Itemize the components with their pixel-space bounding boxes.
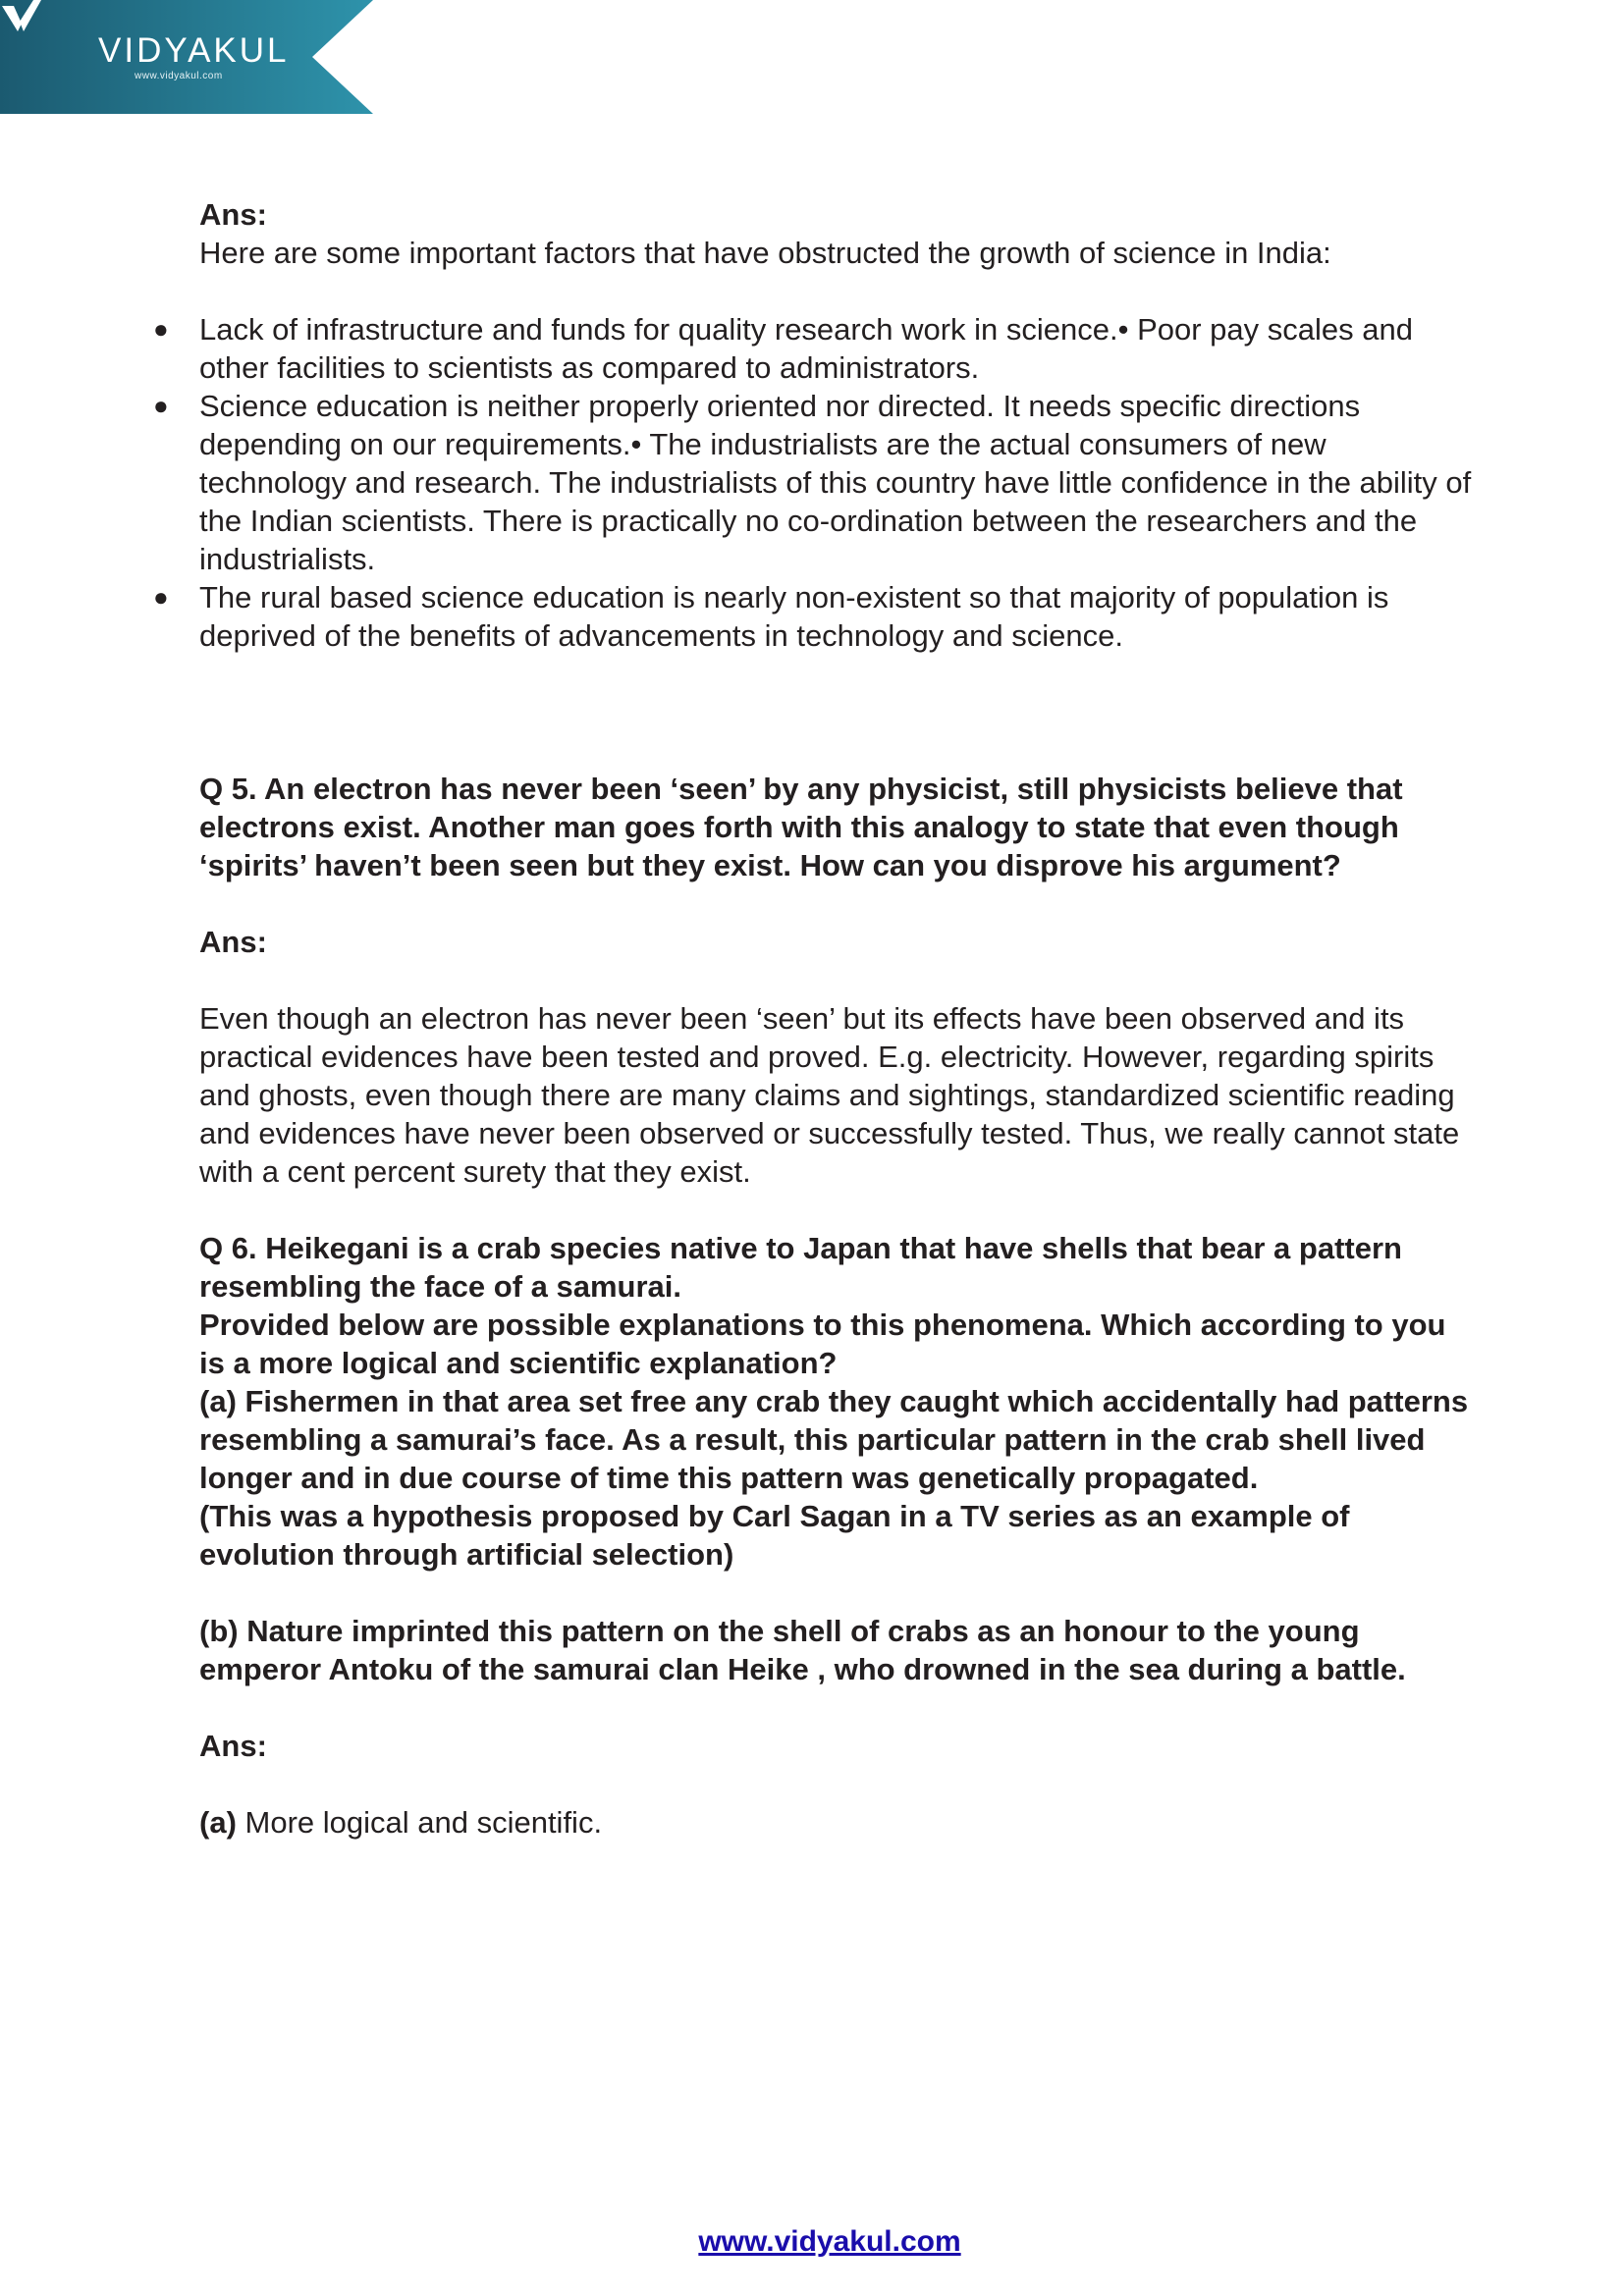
bullet-icon: ● — [153, 391, 169, 420]
brand-url: www.vidyakul.com — [135, 71, 223, 81]
answer-6 — [199, 1803, 1476, 1842]
answer-label: Ans: — [199, 1729, 267, 1763]
list-item-text: The rural based science education is nearly non-existent so that majority of population is deprived of the benefits of advancements in technology and science. — [199, 580, 1389, 653]
answer-intro: Here are some important factors that have obstructed the growth of science in India: — [199, 236, 1331, 270]
brand-name: VIDYAKUL — [98, 31, 290, 70]
question-6: Q 6. Heikegani is a crab species native to Japan that have shells that bear a pattern resembling the face of a samurai. — [199, 1231, 1402, 1304]
list-item-text: Lack of infrastructure and funds for quality research work in science.• Poor pay scales and other facilities to scientists as compared to administrators. — [199, 312, 1413, 385]
list-item-text: Science education is neither properly oriented nor directed. It needs specific directions depending on our requirements.• The industrialists are the actual consumers of new technology and research. The industrialists of this country have little confidence in the ability of the Indian scientists. There is practically no co-ordination between the researchers and the industrialists. — [199, 389, 1472, 576]
question-6-prompt: Provided below are possible explanations to this phenomena. Which according to you is a more logical and scientific explanation? — [199, 1308, 1446, 1380]
list-item — [153, 310, 1476, 387]
vidyakul-logo-icon — [0, 0, 43, 35]
answer-label: Ans: — [199, 925, 267, 959]
answer-5: Even though an electron has never been ‘seen’ but its effects have been observed and its practical evidences have been tested and proved. E.g. electricity. However, regarding spirits and ghosts, even though there are many claims and sightings, standardized scientific reading and evidences have never been observed or successfully tested. Thus, we really cannot state with a cent percent surety that they exist. — [199, 1001, 1460, 1189]
factors-list — [153, 310, 1476, 655]
bullet-icon: ● — [153, 314, 169, 344]
option-a-note: (This was a hypothesis proposed by Carl Sagan in a TV series as an example of evolution through artificial selection) — [199, 1499, 1350, 1572]
question-5: Q 5. An electron has never been ‘seen’ by any physicist, still physicists believe that electrons exist. Another man goes forth with this analogy to state that even though ‘spirits’ haven’t been seen but they exist. How can you disprove his argument? — [199, 772, 1403, 882]
option-b: (b) Nature imprinted this pattern on the shell of crabs as an honour to the young emperor Antoku of the samurai clan Heike , who drowned in the sea during a battle. — [199, 1614, 1406, 1686]
answer-6-key: (a) — [199, 1805, 237, 1840]
list-item — [153, 387, 1476, 578]
footer-link[interactable]: www.vidyakul.com — [698, 2225, 961, 2258]
header-banner — [0, 0, 373, 114]
option-a: (a) Fishermen in that area set free any crab they caught which accidentally had patterns resembling a samurai’s face. As a result, this particular pattern in the crab shell lived longer and in due course of time this pattern was genetically propagated. — [199, 1384, 1469, 1495]
document-body — [153, 195, 1476, 1842]
footer — [0, 2225, 1624, 2259]
list-item — [153, 578, 1476, 655]
bullet-icon: ● — [153, 582, 169, 612]
answer-label: Ans: — [199, 197, 267, 232]
answer-6-text: More logical and scientific. — [236, 1805, 603, 1840]
